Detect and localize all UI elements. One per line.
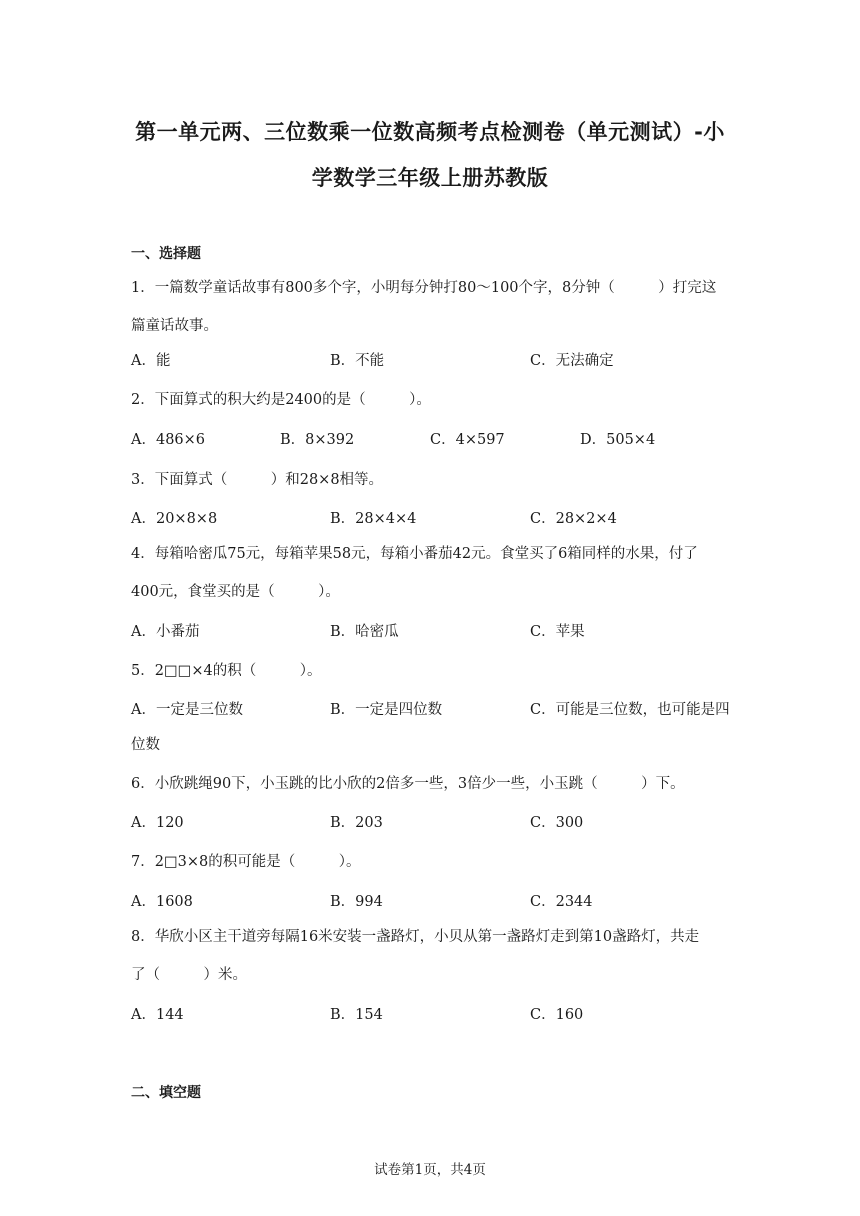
question-2-line-1: 2．下面算式的积大约是2400的是（ ）。: [131, 392, 431, 408]
question-1-option-c: C．无法确定: [530, 353, 614, 369]
question-5-option-c: C．可能是三位数，也可能是四: [530, 702, 730, 718]
question-6-option-b: B．203: [330, 815, 383, 831]
question-5-option-b: B．一定是四位数: [330, 702, 443, 718]
question-8-option-b: B．154: [330, 1007, 383, 1023]
question-7-option-b: B．994: [330, 894, 383, 910]
question-2-option-a: A．486×6: [131, 432, 206, 448]
question-1-option-a: A．能: [131, 353, 171, 369]
section-heading-choice: 一、选择题: [131, 246, 201, 262]
question-1-option-b: B．不能: [330, 353, 385, 369]
section-heading-fill: 二、填空题: [131, 1085, 201, 1101]
question-5-option-c-wrap: 位数: [131, 737, 160, 753]
question-2-option-c: C．4×597: [430, 432, 505, 448]
question-4-option-a: A．小番茄: [131, 624, 200, 640]
question-4-option-b: B．哈密瓜: [330, 624, 399, 640]
question-8-line-2: 了（ ）米。: [131, 967, 247, 983]
question-8-line-1: 8．华欣小区主干道旁每隔16米安装一盏路灯，小贝从第一盏路灯走到第10盏路灯，共走: [131, 929, 700, 945]
question-5-option-a: A．一定是三位数: [131, 702, 243, 718]
page-footer: 试卷第1页，共4页: [374, 1162, 486, 1178]
question-8-option-a: A．144: [131, 1007, 184, 1023]
page-title-line-1: 第一单元两、三位数乘一位数高频考点检测卷（单元测试）-小: [135, 120, 725, 144]
question-4-line-2: 400元，食堂买的是（ ）。: [131, 584, 340, 600]
question-3-line-1: 3．下面算式（ ）和28×8相等。: [131, 472, 384, 488]
question-3-option-b: B．28×4×4: [330, 511, 417, 527]
question-3-option-a: A．20×8×8: [131, 511, 218, 527]
question-7-option-a: A．1608: [131, 894, 193, 910]
page-title-line-2: 学数学三年级上册苏教版: [311, 166, 549, 190]
question-6-option-c: C．300: [530, 815, 584, 831]
question-3-option-c: C．28×2×4: [530, 511, 617, 527]
question-1-line-1: 1．一篇数学童话故事有800多个字，小明每分钟打80～100个字，8分钟（ ）打完这: [131, 280, 717, 296]
question-6-option-a: A．120: [131, 815, 184, 831]
question-8-option-c: C．160: [530, 1007, 584, 1023]
question-4-line-1: 4．每箱哈密瓜75元，每箱苹果58元，每箱小番茄42元。食堂买了6箱同样的水果，付了: [131, 546, 698, 562]
question-4-option-c: C．苹果: [530, 624, 585, 640]
question-2-option-b: B．8×392: [280, 432, 355, 448]
question-2-option-d: D．505×4: [580, 432, 656, 448]
question-1-line-2: 篇童话故事。: [131, 318, 218, 334]
question-7-option-c: C．2344: [530, 894, 593, 910]
question-6-line-1: 6．小欣跳绳90下，小玉跳的比小欣的2倍多一些，3倍少一些，小玉跳（ ）下。: [131, 776, 685, 792]
question-7-line-1: 7．2□3×8的积可能是（ ）。: [131, 854, 361, 870]
question-5-line-1: 5．2□□×4的积（ ）。: [131, 663, 322, 679]
